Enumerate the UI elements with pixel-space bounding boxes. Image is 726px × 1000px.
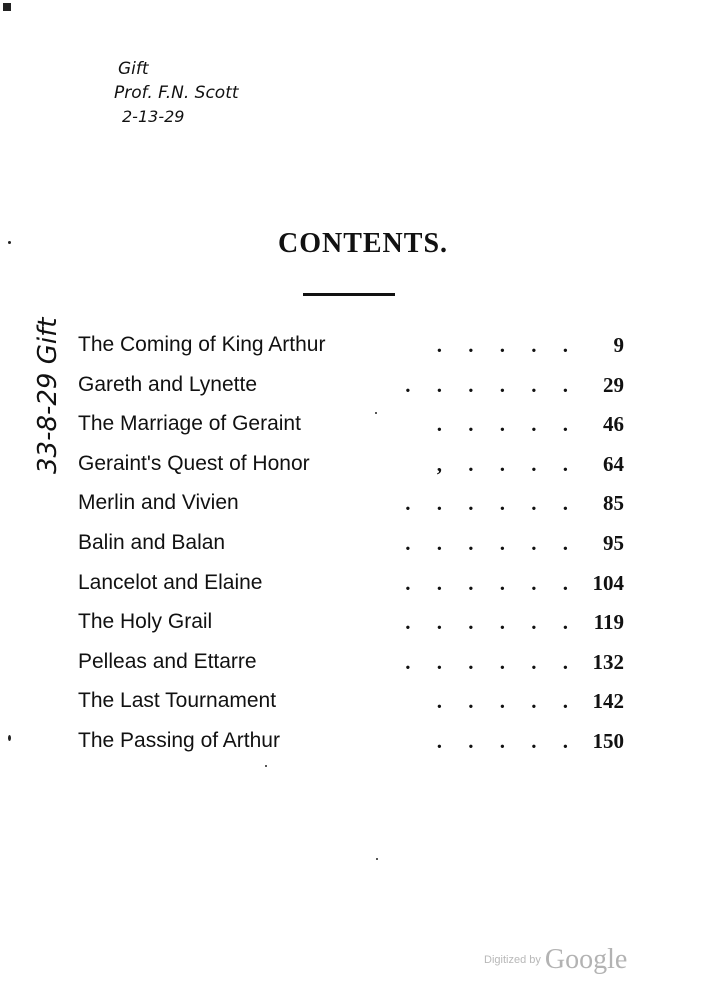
- toc-entry-title: The Passing of Arthur: [78, 728, 280, 752]
- toc-entry-page: 142: [592, 689, 624, 714]
- toc-entry: [78, 326, 624, 366]
- scan-speck: [375, 412, 377, 414]
- toc-entry-title: Lancelot and Elaine: [78, 570, 263, 594]
- toc-entry: [78, 722, 624, 762]
- scan-speck: [8, 735, 11, 741]
- leader-dots: . . . . . .: [405, 372, 568, 397]
- toc-entry-page: 85: [603, 491, 624, 516]
- toc-entry-title: The Marriage of Geraint: [78, 412, 301, 436]
- toc-entry-page: 150: [592, 728, 624, 753]
- margin-handwriting: [22, 262, 70, 482]
- toc-entry: [78, 484, 624, 524]
- inscription-line-3: 2-13-29: [122, 107, 185, 126]
- toc-entry: [78, 405, 624, 445]
- leader-dots: . . . . .: [436, 689, 568, 714]
- toc-entry-page: 29: [603, 372, 624, 397]
- scan-speck: [8, 241, 11, 244]
- leader-dots: . . . . . .: [405, 570, 568, 595]
- toc-entry-page: 104: [592, 570, 624, 595]
- scan-speck: [376, 858, 378, 860]
- inscription-line-1: Gift: [118, 59, 149, 79]
- toc-entry-title: Balin and Balan: [78, 530, 226, 554]
- margin-note-text: 33-8-29 Gift: [33, 317, 63, 474]
- title-rule: [303, 293, 395, 296]
- toc-entry: [78, 603, 624, 643]
- toc-entry-title: The Holy Grail: [78, 610, 213, 634]
- toc-entry-title: Pelleas and Ettarre: [78, 649, 257, 673]
- leader-dots: . . . . .: [436, 333, 568, 357]
- toc-entry: [78, 445, 624, 485]
- toc-entry: [78, 682, 624, 722]
- toc-entry-title: Merlin and Vivien: [78, 491, 239, 515]
- leader-dots: . . . . . .: [405, 610, 568, 635]
- table-of-contents: [78, 326, 624, 762]
- toc-entry-title: The Last Tournament: [78, 689, 277, 713]
- toc-entry-title: Geraint's Quest of Honor: [78, 451, 310, 475]
- scan-speck: [3, 3, 11, 11]
- watermark-prefix: Digitized by: [484, 954, 541, 966]
- toc-entry: [78, 524, 624, 564]
- toc-entry: [78, 366, 624, 406]
- google-logo: Google: [544, 944, 628, 975]
- toc-entry-page: 9: [613, 333, 624, 357]
- toc-entry-page: 95: [603, 530, 624, 555]
- leader-dots: , . . . .: [436, 451, 568, 476]
- leader-dots: . . . . . .: [405, 649, 568, 674]
- toc-entry-page: 46: [603, 412, 624, 437]
- leader-dots: . . . . .: [436, 412, 568, 437]
- inscription-line-2: Prof. F.N. Scott: [114, 83, 239, 103]
- toc-entry-page: 132: [592, 649, 624, 674]
- toc-entry-page: 64: [603, 451, 624, 476]
- leader-dots: . . . . . .: [405, 491, 568, 516]
- digitized-by-google-watermark: [484, 944, 644, 984]
- leader-dots: . . . . .: [436, 728, 568, 753]
- handwritten-inscription: [112, 54, 292, 134]
- leader-dots: . . . . . .: [405, 530, 568, 555]
- toc-entry-page: 119: [593, 610, 624, 635]
- toc-entry-title: The Coming of King Arthur: [78, 333, 326, 356]
- scan-speck: [265, 765, 267, 767]
- toc-entry-title: Gareth and Lynette: [78, 372, 258, 396]
- toc-entry: [78, 564, 624, 604]
- toc-entry: [78, 643, 624, 683]
- page-title: CONTENTS.: [277, 228, 449, 259]
